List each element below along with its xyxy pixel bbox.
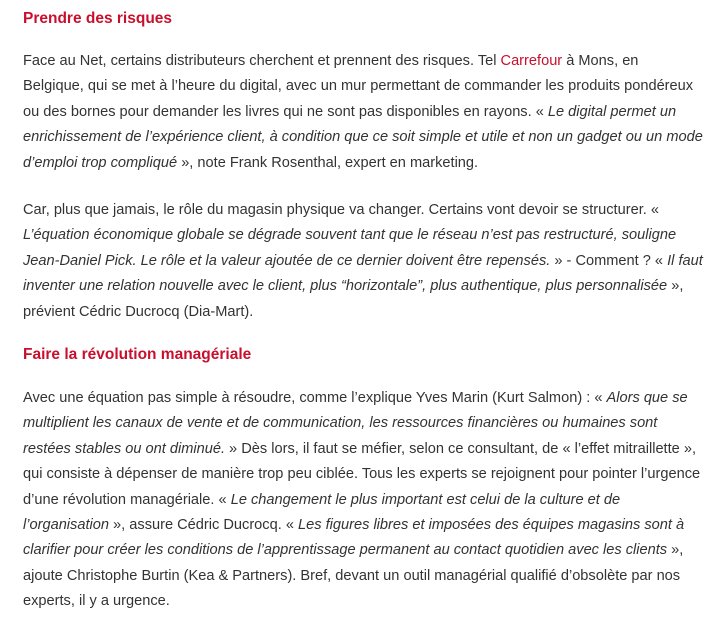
text-run: à Mons, en Belgique, qui se met à l’heure du digital, avec un mur permettant de commander les produits pondéreux ou des bornes pour demander les livres qui ne sont pas disponibles en rayons. «	[23, 53, 694, 120]
italic-quote: Il faut inventer une relation nouvelle avec le client, plus “horizontale”, plus authentique, plus personnalisée	[23, 252, 703, 295]
text-run: » Dès lors, il faut se méfier, selon ce consultant, de « l’effet mitraillette », qui consiste à dépenser de manière trop peu ciblée. Tous les experts se rejoignent pour pointer l’urgence d’une révolution managériale. «	[23, 440, 701, 508]
text-run: », assure Cédric Ducrocq. «	[109, 517, 298, 534]
paragraph-risks-1	[23, 49, 703, 176]
italic-quote: Le changement le plus important est celui de la culture et de l’organisation	[23, 491, 621, 534]
text-run: Car, plus que jamais, le rôle du magasin physique va changer. Certains vont devoir se structurer. «	[23, 202, 659, 218]
paragraph-risks-2	[23, 198, 703, 325]
section-heading-risks: Prendre des risques	[23, 10, 173, 27]
paragraph-revolution-1	[23, 386, 703, 615]
italic-quote: Le digital permet un enrichissement de l’expérience client, à condition que ce soit simple et utile et non un gadget ou un mode d’emploi trop compliqué	[23, 103, 703, 171]
text-run: Avec une équation pas simple à résoudre, comme l’explique Yves Marin (Kurt Salmon) : «	[23, 390, 607, 406]
italic-quote: Alors que se multiplient les canaux de vente et de communication, les ressources financières ou humaines sont restées stables ou ont diminué.	[23, 390, 688, 457]
text-run: », prévient Cédric Ducrocq (Dia-Mart).	[23, 278, 684, 320]
text-run: », note Frank Rosenthal, expert en marketing.	[177, 154, 479, 171]
italic-quote: Les figures libres et imposées des équipes magasins sont à clarifier pour créer les conditions de l’apprentissage permanent au contact quotidien avec les clients	[23, 517, 685, 559]
inline-link[interactable]: Carrefour	[500, 53, 563, 69]
text-run: », ajoute Christophe Burtin (Kea & Partners). Bref, devant un outil managérial qualifié d’obsolète par nos experts, il y a urgence.	[23, 542, 684, 610]
text-run: » - Comment ? «	[550, 252, 668, 269]
text-run: Face au Net, certains distributeurs cherchent et prennent des risques. Tel	[23, 53, 501, 69]
italic-quote: L’équation économique globale se dégrade souvent tant que le réseau n’est pas restructuré, souligne Jean-Daniel Pick. Le rôle et la valeur ajoutée de ce dernier doivent être repensés.	[23, 227, 677, 269]
section-heading-revolution: Faire la révolution managériale	[23, 346, 252, 363]
